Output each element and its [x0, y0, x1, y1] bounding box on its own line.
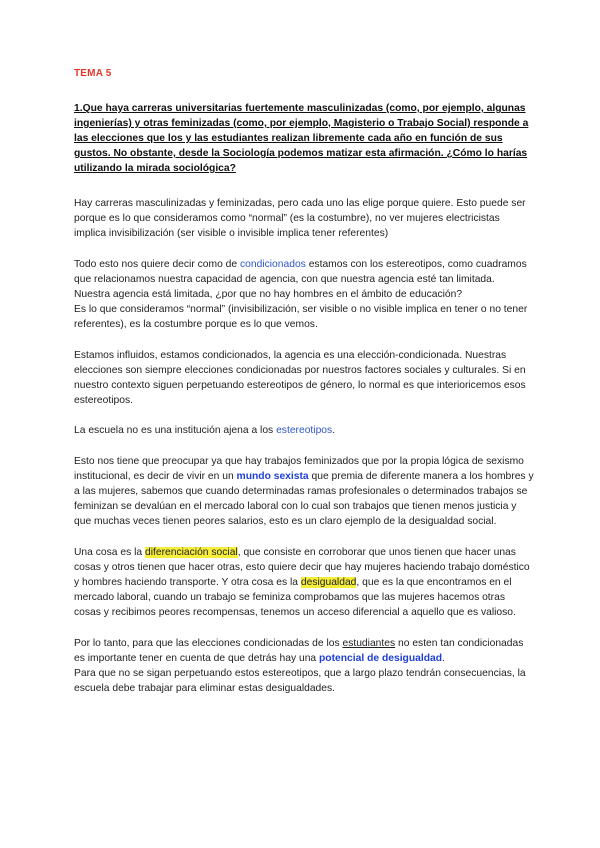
text: , que consiste en corroborar que unos tienen que hacer unas cosas y otros tienen que hacer otras, esto quiere decir que hay mujeres haciendo trabajo doméstico y hombres haciendo transporte. Y otra cosa es la — [74, 546, 530, 589]
highlight-diferenciacion-social: diferenciación social — [144, 546, 238, 558]
text: , que es la que encontramos en el mercado laboral, cuando un trabajo se feminiza comprobamos que las mujeres hacemos otras cosas y recibimos peores recompensas, tenemos un acceso diferencial a aquello que es valioso. — [74, 577, 516, 619]
section-title: TEMA 5 — [74, 68, 112, 79]
emphasis-mundo-sexista: mundo sexista — [236, 470, 309, 482]
link-condicionados[interactable]: condicionados — [240, 258, 306, 270]
document-page — [74, 68, 534, 711]
paragraph-2 — [74, 257, 534, 287]
paragraph-7 — [74, 454, 534, 530]
question-heading: 1.Que haya carreras universitarias fuertemente masculinizadas (como, por ejemplo, algunas ingenierías) y otras feminizadas (como, por ejemplo, Magisterio o Trabajo Social) responde a las elecciones que los y las estudiantes realizan libremente cada año en función de sus gustos. No obstante, desde la Sociología podemos matizar esta afirmación. ¿Cómo lo harías utilizando la mirada sociológica? — [74, 103, 529, 174]
link-estereotipos[interactable]: estereotipos — [276, 425, 333, 437]
paragraph-10: Para que no se sigan perpetuando estos estereotipos, que a largo plazo tendrán consecuencias, la escuela debe trabajar para eliminar estas desigualdades. — [74, 668, 526, 695]
paragraph-6 — [74, 423, 534, 438]
paragraph-8 — [74, 545, 534, 621]
text: Todo esto nos quiere decir como de — [74, 258, 240, 270]
paragraph-5: Estamos influidos, estamos condicionados, la agencia es una elección-condicionada. Nuestras elecciones son siempre elecciones condicionadas por nuestros factores sociales y culturales. Si en nuestro contexto siguen perpetuando estereotipos de género, lo normal es que interioricemos esos estereotipos. — [74, 349, 526, 407]
highlight-desigualdad: desigualdad — [300, 577, 357, 589]
paragraph-4: Es lo que consideramos “normal” (invisibilización, ser visible o no visible implica en tener o no tener referentes), es la costumbre porque es lo que vemos. — [74, 304, 528, 331]
text: Por lo tanto, para que las elecciones condicionadas de los — [74, 637, 343, 649]
text: no esten tan condicionadas es importante tener en cuenta de que detrás hay una — [74, 637, 524, 664]
paragraph-9 — [74, 636, 534, 666]
text: La escuela no es una institución ajena a los — [74, 425, 277, 437]
paragraph-1: Hay carreras masculinizadas y feminizadas, pero cada uno las elige porque quiere. Esto puede ser porque es lo que consideramos como “normal” (es la costumbre), no ver mujeres electricistas implica invisibilización (ser visible o invisible implica tener referentes) — [74, 198, 526, 240]
text: Esto nos tiene que preocupar ya que hay trabajos feminizados que por la propia lógica de sexismo institucional, es decir de vivir en un — [74, 455, 524, 482]
underlined-estudiantes: estudiantes — [342, 637, 396, 649]
text: estamos con los estereotipos, como cuadramos que relacionamos nuestra capacidad de agencia, con que nuestra agencia esté tan limitada. — [74, 258, 527, 285]
text: que premia de diferente manera a los hombres y a las mujeres, sabemos que cuando determinadas ramas profesionales o determinados trabajos se feminizan se devalúan en el mercado laboral con lo cual son trabajos que tienen menos justicia y que muchas veces tienen peores salarios, esto es un claro ejemplo de la desigualdad social. — [74, 470, 534, 528]
paragraph-3: Nuestra agencia está limitada, ¿por que no hay hombres en el ámbito de educación? — [74, 289, 463, 301]
text: . — [442, 652, 445, 664]
emphasis-potencial-desigualdad: potencial de desigualdad — [319, 652, 443, 664]
text: . — [332, 425, 336, 437]
text: Una cosa es la — [74, 546, 145, 558]
